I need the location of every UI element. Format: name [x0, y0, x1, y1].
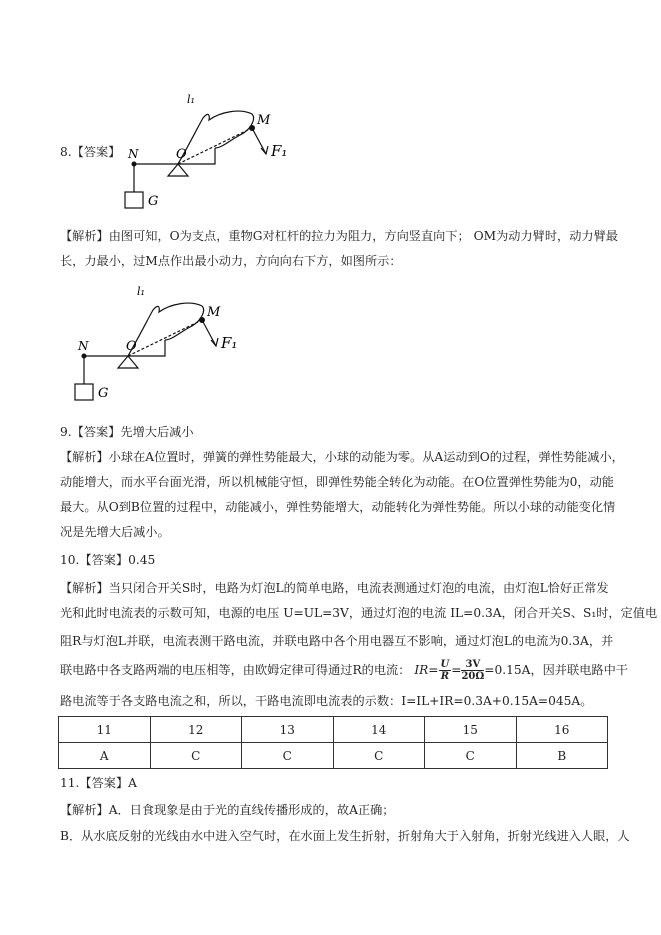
- label-m-2: M: [207, 305, 221, 320]
- table-cell: 11: [59, 717, 151, 743]
- table-cell: 15: [425, 717, 517, 743]
- label-o-1: O: [176, 147, 187, 162]
- q8-explanation-line-2: 长，力最小，过M点作出最小动力，方向向右下方，如图所示：: [60, 254, 402, 268]
- label-l1-2: l₁: [137, 285, 145, 298]
- label-m-1: M: [257, 113, 271, 128]
- q11-explanation-line-2: B．从水底反射的光线由水中进入空气时，在水面上发生折射，折射角大于入射角，折射光线进入人眼，人: [60, 829, 630, 843]
- table-cell: 16: [516, 717, 608, 743]
- formula-rhs: =0.15A，因并联电路中干: [484, 663, 628, 677]
- label-g-2: G: [98, 386, 109, 401]
- q9-explanation-line-2: 动能增大，而水平台面光滑，所以机械能守恒，即弹性势能全转化为动能。在O位置弹性势能为0，动能: [60, 475, 614, 489]
- label-n-2: N: [78, 339, 89, 353]
- lever-diagram-1: [110, 88, 300, 213]
- label-l1-1: l₁: [187, 93, 195, 106]
- table-cell: 14: [333, 717, 425, 743]
- point-n-2: [82, 354, 87, 359]
- q8-answer-label: 8.【答案】: [60, 145, 121, 159]
- table-cell: C: [242, 743, 334, 769]
- q10-explanation-line-1: 【解析】当只闭合开关S时，电路为灯泡L的简单电路，电流表测通过灯泡的电流，由灯泡L恰好正常发: [60, 581, 609, 595]
- fraction-u-over-r: $\frac{U}{R}$: [440, 659, 450, 682]
- table-cell: C: [150, 743, 242, 769]
- label-g-1: G: [148, 194, 159, 209]
- q10-explanation-line-4: [60, 659, 628, 682]
- label-o-2: O: [126, 339, 137, 354]
- q9-answer: 9.【答案】先增大后减小: [60, 425, 194, 439]
- point-m-2: [199, 317, 205, 323]
- q10-explanation-line-2: 光和此时电流表的示数可知，电源的电压 U=UL=3V，通过灯泡的电流 IL=0.3A，闭合开关S、S₁时，定值电: [60, 606, 658, 620]
- table-cell: 12: [150, 717, 242, 743]
- table-cell: A: [59, 743, 151, 769]
- q9-explanation-line-3: 最大。从O到B位置的过程中，动能减小，弹性势能增大，动能转化为弹性势能。所以小球的动能变化情: [60, 500, 616, 514]
- label-f1-2: F₁: [221, 334, 238, 352]
- table-cell: 13: [242, 717, 334, 743]
- q11-answer: 11.【答案】A: [60, 776, 137, 790]
- label-n-1: N: [128, 147, 139, 161]
- q8-explanation-line-1: 【解析】由图可知，O为支点，重物G对杠杆的拉力为阻力，方向竖直向下； OM为动力臂时，动力臂最: [60, 229, 618, 243]
- current-formula: IR= $\frac{U}{R}$ = $\frac{3V}{20\Omega}$ =0.15A，因并联电路中干: [414, 659, 628, 682]
- q9-explanation-line-4: 况是先增大后减小。: [60, 525, 170, 539]
- q11-explanation-line-1: 【解析】A．日食现象是由于光的直线传播形成的，故A正确；: [60, 803, 395, 817]
- q10-explanation-line-3: 阻R与灯泡L并联，电流表测干路电流，并联电路中各个用电器互不影响，通过灯泡L的电流为0.3A，并: [60, 634, 614, 648]
- point-m-1: [249, 125, 255, 131]
- label-f1-1: F₁: [271, 142, 288, 160]
- table-row-numbers: [59, 717, 608, 743]
- table-cell: C: [425, 743, 517, 769]
- point-n-1: [132, 162, 137, 167]
- table-cell: B: [516, 743, 608, 769]
- q9-explanation-line-1: 【解析】小球在A位置时，弹簧的弹性势能最大，小球的动能为零。从A运动到O的过程，弹性势能减小，: [60, 450, 624, 464]
- table-row-answers: [59, 743, 608, 769]
- q10-answer: 10.【答案】0.45: [60, 553, 156, 567]
- q10-explanation-line-5: 路电流等于各支路电流之和，所以，干路电流即电流表的示数：I=IL+IR=0.3A+0.15A=045A。: [60, 694, 593, 708]
- fraction-3v-over-20ohm: $\frac{3V}{20\Omega}$: [461, 659, 485, 682]
- lever-diagram-2: [60, 280, 250, 405]
- formula-lhs: IR=: [414, 663, 439, 677]
- table-cell: C: [333, 743, 425, 769]
- q10-explanation-line-4-text: 联电路中各支路两端的电压相等，由欧姆定律可得通过R的电流：: [60, 663, 411, 677]
- answer-table: [58, 716, 608, 769]
